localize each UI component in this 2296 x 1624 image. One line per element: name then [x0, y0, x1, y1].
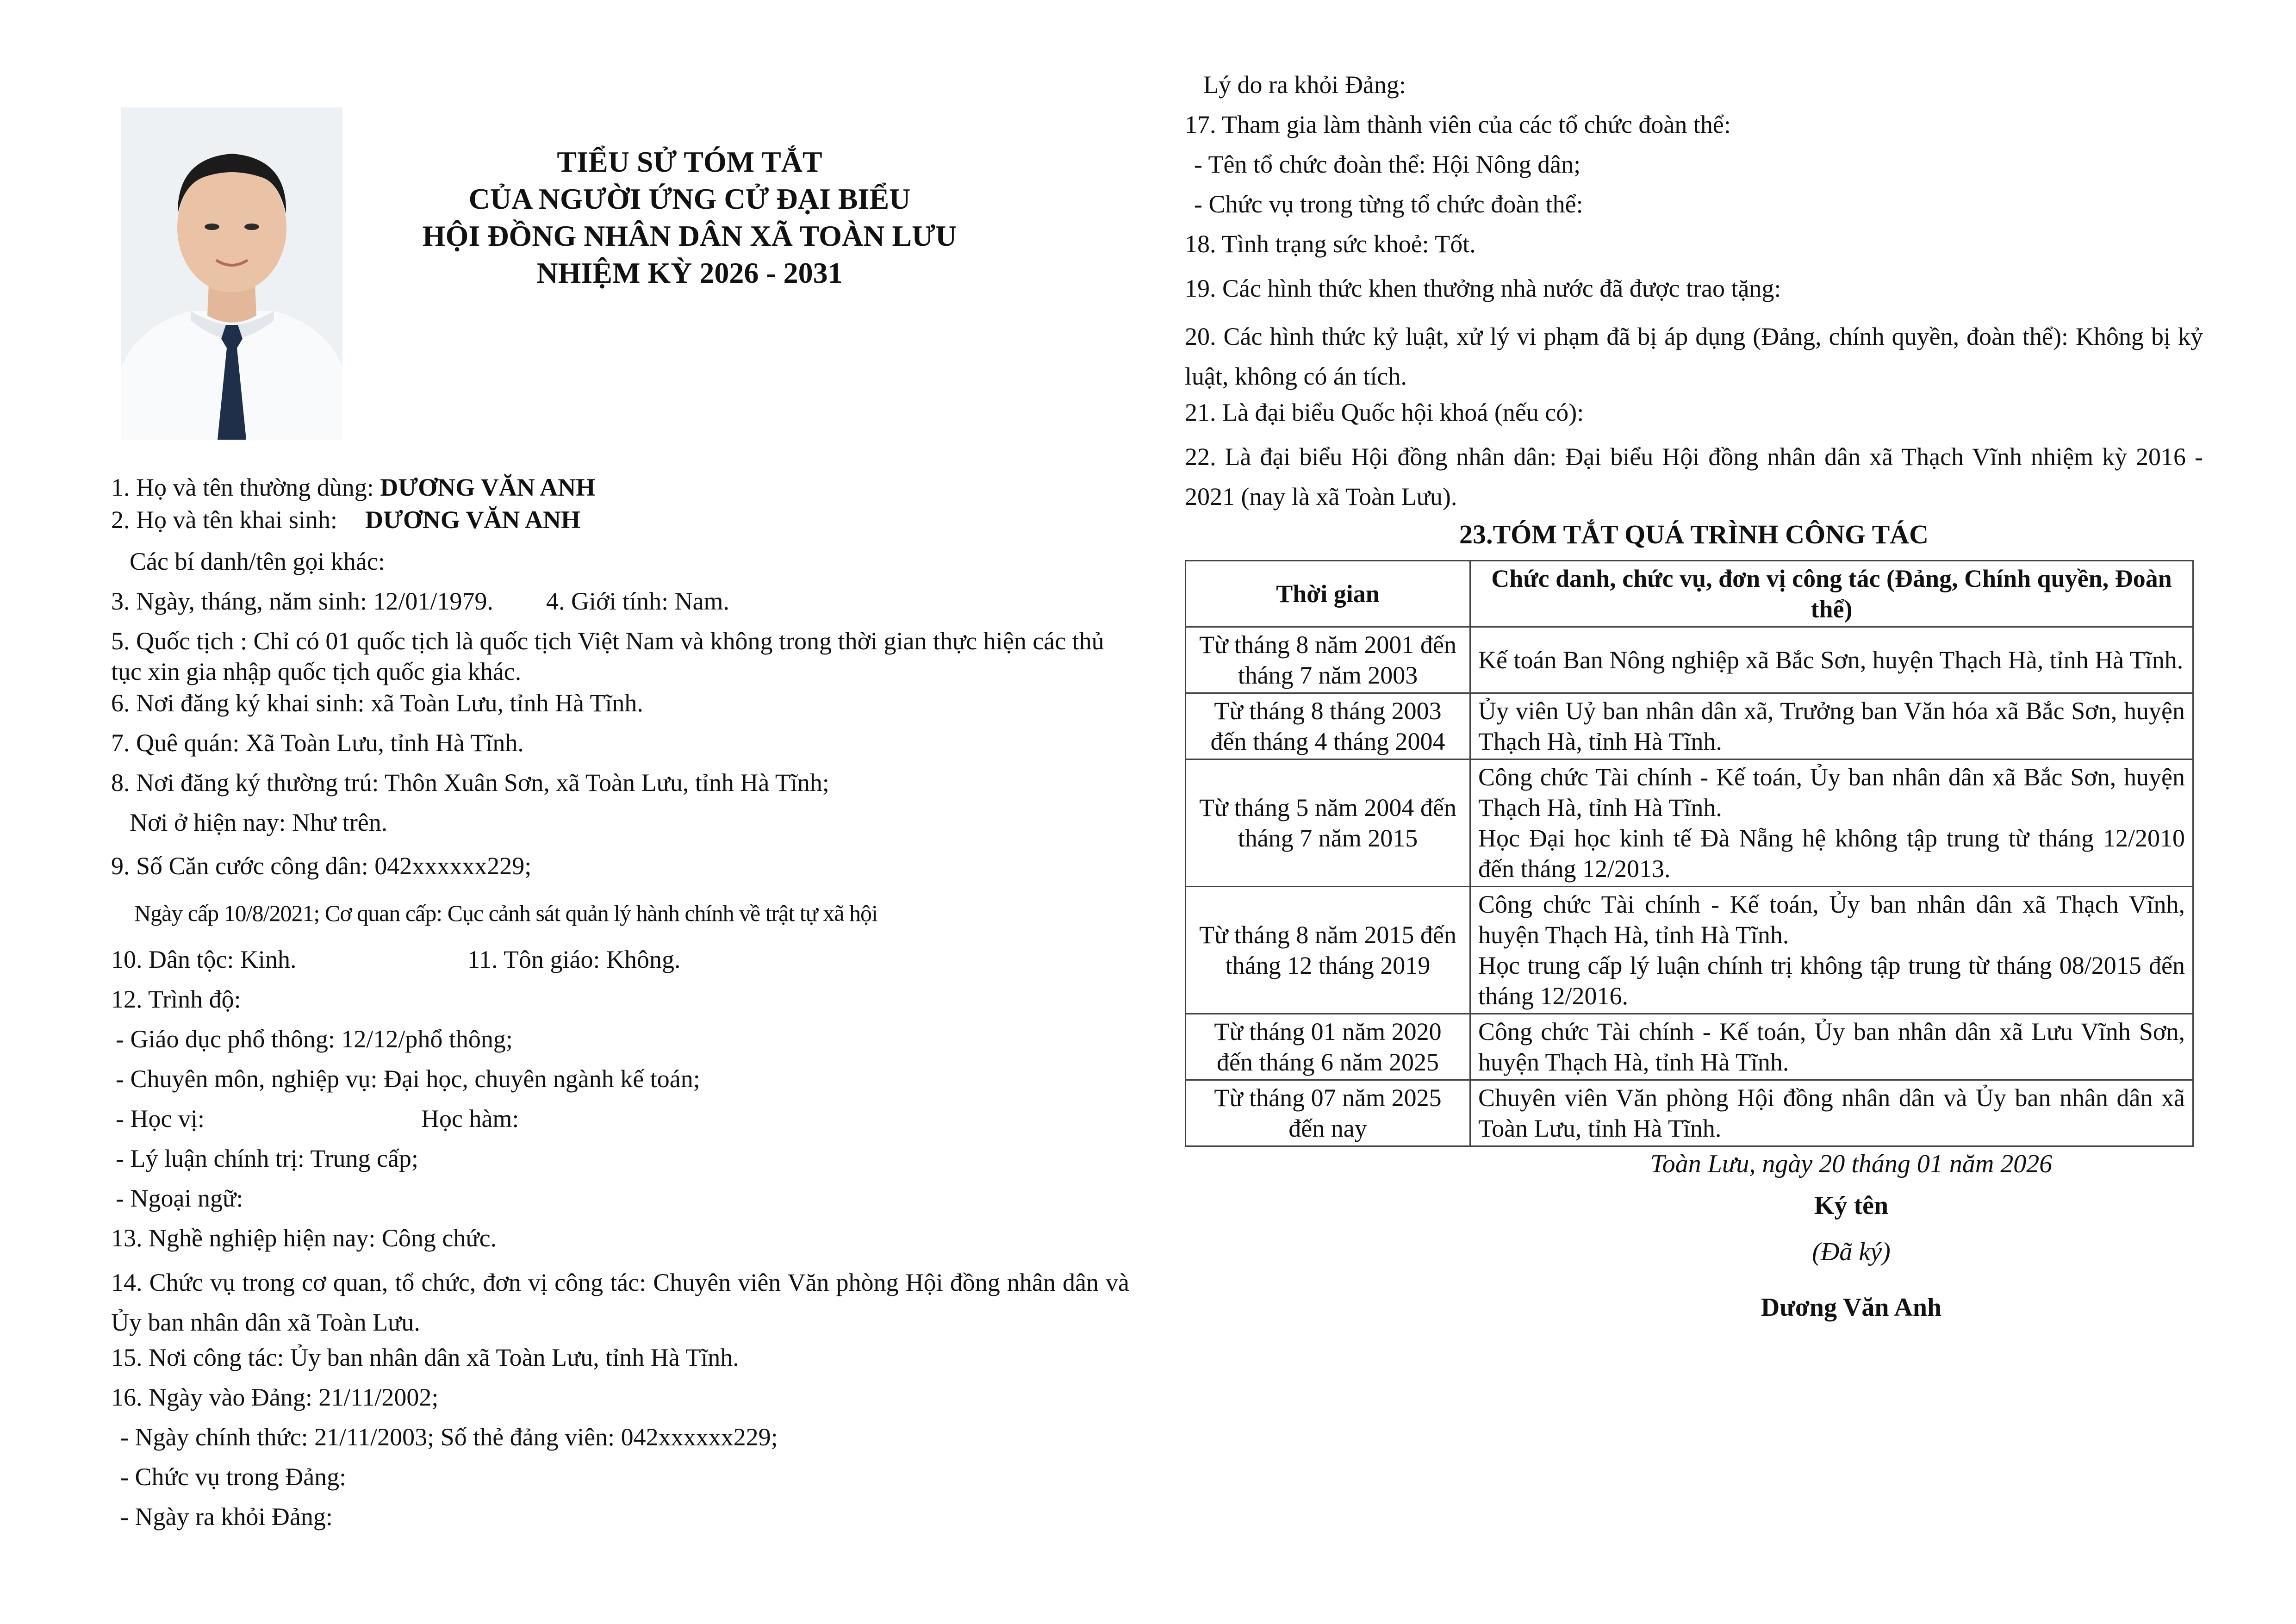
field-religion: 11. Tôn giáo: Không. — [467, 946, 681, 973]
field-organization-role: - Chức vụ trong từng tổ chức đoàn thể: — [1194, 190, 1583, 218]
field-label: 1. Họ và tên thường dùng: — [111, 473, 380, 501]
cell-time: Từ tháng 01 năm 2020 đến tháng 6 năm 2025 — [1186, 1014, 1470, 1080]
field-birth-name — [111, 504, 580, 535]
field-party-join-date: 16. Ngày vào Đảng: 21/11/2002; — [111, 1383, 439, 1411]
field-party-official-date: - Ngày chính thức: 21/11/2003; Số thẻ đảng viên: 042xxxxxx229; — [120, 1423, 778, 1451]
cell-time: Từ tháng 5 năm 2004 đến tháng 7 năm 2015 — [1186, 759, 1470, 887]
cell-desc-line: Học trung cấp lý luận chính trị không tập trung từ tháng 08/2015 đến tháng 12/2016. — [1478, 952, 2185, 1010]
field-birth-date: 3. Ngày, tháng, năm sinh: 12/01/1979. — [111, 587, 493, 615]
table-row — [1186, 759, 2193, 887]
field-discipline: 20. Các hình thức kỷ luật, xử lý vi phạm đã bị áp dụng (Đảng, chính quyền, đoàn thể): Không bị kỷ luật, không có án tích. — [1185, 323, 2203, 390]
cell-desc-line: Công chức Tài chính - Kế toán, Ủy ban nhân dân xã Thạch Vĩnh, huyện Thạch Hà, tỉnh Hà Tĩnh. — [1478, 890, 2185, 949]
field-foreign-language: - Ngoại ngữ: — [116, 1184, 243, 1212]
field-organization-name: - Tên tổ chức đoàn thể: Hội Nông dân; — [1194, 150, 1581, 178]
field-ethnicity: 10. Dân tộc: Kinh. — [111, 946, 297, 973]
cell-desc — [1470, 759, 2193, 887]
column-header-time: Thời gian — [1186, 561, 1470, 627]
table-row — [1186, 627, 2193, 693]
field-awards: 19. Các hình thức khen thưởng nhà nước đã được trao tặng: — [1185, 274, 1781, 302]
field-alias: Các bí danh/tên gọi khác: — [130, 548, 385, 575]
field-current-residence: Nơi ở hiện nay: Như trên. — [130, 809, 388, 836]
cell-desc: Công chức Tài chính - Kế toán, Ủy ban nhân dân xã Lưu Vĩnh Sơn, huyện Thạch Hà, tỉnh Hà Tĩnh. — [1470, 1014, 2193, 1080]
cell-desc-line: Học Đại học kinh tế Đà Nẵng hệ không tập trung từ tháng 12/2010 đến tháng 12/2013. — [1478, 824, 2185, 883]
field-party-leave-reason: Lý do ra khỏi Đảng: — [1203, 71, 1406, 99]
field-education-heading: 12. Trình độ: — [111, 985, 241, 1013]
field-national-assembly: 21. Là đại biểu Quốc hội khoá (nếu có): — [1185, 398, 1584, 426]
career-table — [1185, 560, 2194, 1147]
title-line-2: CỦA NGƯỜI ỨNG CỬ ĐẠI BIỂU — [468, 182, 911, 215]
cell-time: Từ tháng 07 năm 2025 đến nay — [1186, 1080, 1470, 1146]
career-section-title: 23.TÓM TẮT QUÁ TRÌNH CÔNG TÁC — [1459, 519, 1929, 549]
field-party-leave-date: - Ngày ra khỏi Đảng: — [120, 1503, 333, 1531]
field-label: 2. Họ và tên khai sinh: — [111, 506, 337, 534]
field-specialty: - Chuyên môn, nghiệp vụ: Đại học, chuyên ngành kế toán; — [116, 1065, 700, 1093]
portrait-image — [121, 107, 342, 440]
field-hometown: 7. Quê quán: Xã Toàn Lưu, tỉnh Hà Tĩnh. — [111, 729, 524, 757]
cell-desc: Ủy viên Uỷ ban nhân dân xã, Trưởng ban Văn hóa xã Bắc Sơn, huyện Thạch Hà, tỉnh Hà Tĩnh. — [1470, 693, 2193, 759]
table-row — [1186, 693, 2193, 759]
field-general-education: - Giáo dục phổ thông: 12/12/phổ thông; — [116, 1025, 513, 1053]
place-date: Toàn Lưu, ngày 20 tháng 01 năm 2026 — [1650, 1150, 2053, 1178]
title-line-4: NHIỆM KỲ 2026 - 2031 — [536, 256, 843, 289]
cell-desc-line: Công chức Tài chính - Kế toán, Ủy ban nhân dân xã Bắc Sơn, huyện Thạch Hà, tỉnh Hà Tĩnh. — [1478, 763, 2185, 821]
field-organizations: 17. Tham gia làm thành viên của các tổ chức đoàn thể: — [1185, 111, 1731, 138]
cell-desc — [1470, 887, 2193, 1014]
field-value: DƯƠNG VĂN ANH — [380, 473, 596, 501]
table-row — [1186, 1080, 2193, 1146]
sign-label: Ký tên — [1814, 1191, 1889, 1220]
field-position: 14. Chức vụ trong cơ quan, tổ chức, đơn vị công tác: Chuyên viên Văn phòng Hội đồng nhân dân và Ủy ban nhân dân xã Toàn Lưu. — [111, 1269, 1129, 1336]
signed-note: (Đã ký) — [1812, 1238, 1891, 1266]
title-line-3: HỘI ĐỒNG NHÂN DÂN XÃ TOÀN LƯU — [422, 219, 957, 252]
field-political-theory: - Lý luận chính trị: Trung cấp; — [116, 1145, 418, 1172]
field-health: 18. Tình trạng sức khoẻ: Tốt. — [1185, 230, 1476, 258]
field-gender: 4. Giới tính: Nam. — [546, 587, 730, 615]
field-nationality: 5. Quốc tịch : Chỉ có 01 quốc tịch là quốc tịch Việt Nam và không trong thời gian thực hiện các thủ tục xin gia nhập quốc tịch quốc gia khác. — [111, 627, 1104, 685]
field-council-delegate: 22. Là đại biểu Hội đồng nhân dân: Đại biểu Hội đồng nhân dân xã Thạch Vĩnh nhiệm kỳ 2016 - 2021 (nay là xã Toàn Lưu). — [1185, 443, 2203, 510]
field-permanent-residence: 8. Nơi đăng ký thường trú: Thôn Xuân Sơn, xã Toàn Lưu, tỉnh Hà Tĩnh; — [111, 769, 829, 796]
document-title — [342, 143, 1037, 292]
field-value: DƯƠNG VĂN ANH — [365, 506, 580, 534]
table-header-row — [1186, 561, 2193, 627]
cell-time: Từ tháng 8 tháng 2003 đến tháng 4 tháng 2004 — [1186, 693, 1470, 759]
field-birth-registration: 6. Nơi đăng ký khai sinh: xã Toàn Lưu, tỉnh Hà Tĩnh. — [111, 689, 643, 717]
field-degree: - Học vị: — [116, 1105, 205, 1132]
field-party-position: - Chức vụ trong Đảng: — [120, 1463, 347, 1491]
column-header-position: Chức danh, chức vụ, đơn vị công tác (Đảng, Chính quyền, Đoàn thể) — [1470, 561, 2193, 627]
field-workplace: 15. Nơi công tác: Ủy ban nhân dân xã Toàn Lưu, tỉnh Hà Tĩnh. — [111, 1344, 739, 1371]
field-common-name — [111, 472, 595, 503]
cell-time: Từ tháng 8 năm 2015 đến tháng 12 tháng 2019 — [1186, 887, 1470, 1014]
field-id-issue: Ngày cấp 10/8/2021; Cơ quan cấp: Cục cảnh sát quản lý hành chính về trật tự xã hội — [134, 900, 877, 926]
cell-desc: Kế toán Ban Nông nghiệp xã Bắc Sơn, huyện Thạch Hà, tỉnh Hà Tĩnh. — [1470, 627, 2193, 693]
title-line-1: TIỂU SỬ TÓM TẮT — [557, 145, 822, 178]
field-academic-title: Học hàm: — [421, 1105, 519, 1132]
signer-name: Dương Văn Anh — [1761, 1293, 1942, 1322]
table-row — [1186, 887, 2193, 1014]
cell-desc: Chuyên viên Văn phòng Hội đồng nhân dân và Ủy ban nhân dân xã Toàn Lưu, tỉnh Hà Tĩnh. — [1470, 1080, 2193, 1146]
cell-time: Từ tháng 8 năm 2001 đến tháng 7 năm 2003 — [1186, 627, 1470, 693]
field-id-number: 9. Số Căn cước công dân: 042xxxxxx229; — [111, 852, 532, 880]
field-occupation: 13. Nghề nghiệp hiện nay: Công chức. — [111, 1224, 497, 1252]
candidate-portrait-photo — [121, 107, 342, 440]
table-row — [1186, 1014, 2193, 1080]
